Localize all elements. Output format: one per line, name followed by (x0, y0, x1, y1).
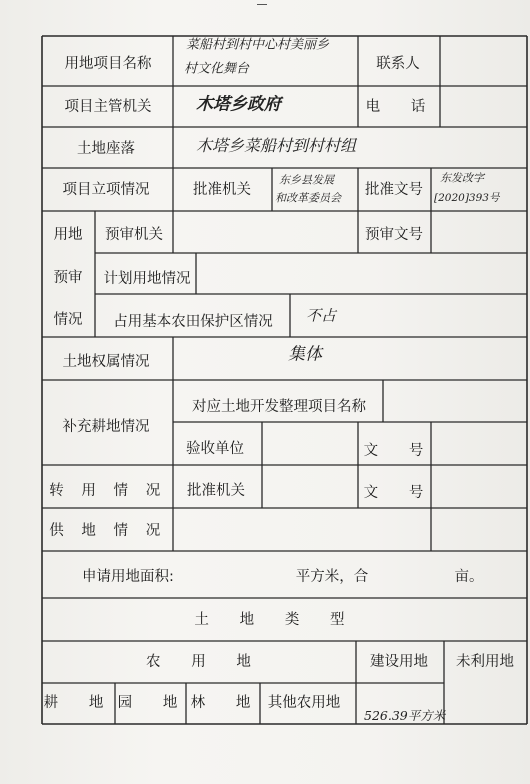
label-contact: 联系人 (376, 55, 420, 72)
label-approval-status: 项目立项情况 (62, 181, 150, 198)
label-construction-land: 建设用地 (370, 653, 428, 670)
label-basic-farmland: 占用基本农田保护区情况 (113, 313, 273, 330)
label-unused-land: 未利用地 (456, 653, 514, 670)
label-doc-no-2: 文 号 (363, 484, 437, 501)
label-preaudit: 预审 (53, 269, 83, 286)
hw-authority: 木塔乡政府 (196, 94, 281, 115)
hw-basic-farmland: 不占 (306, 306, 337, 325)
hw-approval-org-line2: 和改革委员会 (275, 191, 341, 205)
label-agri-land: 农 用 地 (146, 653, 264, 670)
hw-project-name-line1: 菜船村到村中心村美丽乡 (186, 37, 330, 53)
label-project-name: 用地项目名称 (64, 55, 152, 72)
label-area-apply: 申请用地面积: (82, 568, 174, 585)
label-conversion-org: 批准机关 (187, 482, 245, 499)
label-supply: 供 地 情 况 (49, 522, 167, 539)
label-mu: 亩。 (454, 568, 484, 585)
hw-project-name-line2: 村文化舞台 (184, 61, 250, 77)
label-supplement: 补充耕地情况 (62, 418, 150, 435)
label-sqm-and: 平方米，合 (295, 568, 369, 585)
label-approval-org: 批准机关 (193, 181, 251, 198)
hw-construction-area: 526.39平方米 (364, 707, 446, 723)
hw-location: 木塔乡菜船村到村村组 (196, 136, 357, 155)
label-planned-land: 计划用地情况 (103, 270, 191, 287)
label-authority: 项目主管机关 (64, 98, 152, 115)
label-location: 土地座落 (77, 140, 135, 157)
label-conversion: 转 用 情 况 (49, 482, 167, 499)
label-land-type: 土 地 类 型 (194, 611, 358, 628)
label-doc-no-1: 文 号 (363, 442, 437, 459)
label-other-agri: 其他农用地 (267, 694, 341, 711)
label-approval-doc-no: 批准文号 (365, 181, 423, 198)
label-dev-project: 对应土地开发整理项目名称 (192, 398, 366, 415)
label-land: 用地 (53, 226, 83, 243)
label-preaudit-doc-no: 预审文号 (365, 226, 423, 243)
hw-approval-doc-no-line1: 东发改字 (440, 171, 484, 185)
hw-approval-org-line1: 东乡县发展 (279, 173, 334, 187)
label-cultivated: 耕 地 (43, 694, 117, 711)
label-preaudit-org: 预审机关 (105, 226, 163, 243)
label-status: 情况 (53, 311, 83, 328)
hw-ownership: 集体 (288, 344, 322, 365)
label-phone: 电 话 (365, 98, 439, 115)
hw-approval-doc-no-line2: [2020]393号 (434, 191, 500, 204)
label-forest: 林 地 (190, 694, 264, 711)
label-ownership: 土地权属情况 (62, 353, 150, 370)
label-garden: 园 地 (117, 694, 191, 711)
label-acceptance-unit: 验收单位 (186, 440, 244, 457)
